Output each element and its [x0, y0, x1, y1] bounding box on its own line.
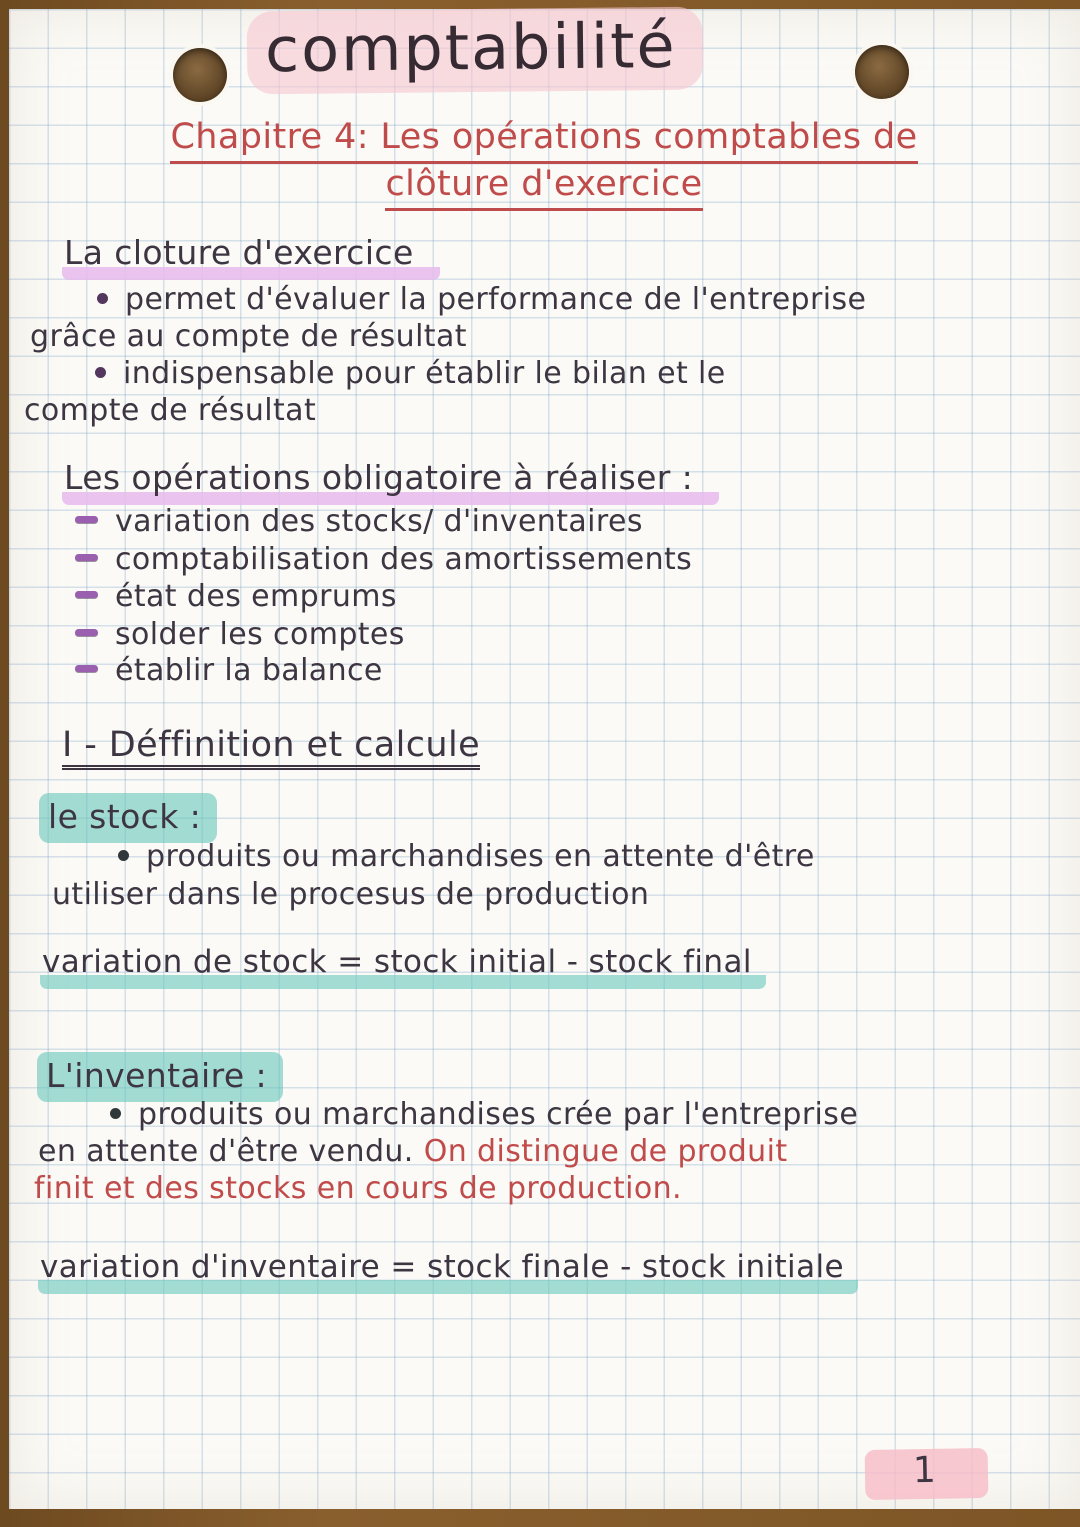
cloture-bullet-2-line-1: indispensable pour établir le bilan et le	[95, 356, 726, 391]
stock-heading: le stock :	[39, 797, 217, 836]
chapter-heading-line2: clôture d'exercice	[39, 164, 1049, 204]
hole-punch-left-icon	[173, 48, 227, 102]
bullet-dot-icon	[118, 850, 129, 861]
cloture-bullet-1-line-2: grâce au compte de résultat	[30, 319, 467, 354]
cloture-bullet-2-line-2: compte de résultat	[24, 393, 317, 428]
stock-bullet-line-2: utiliser dans le procesus de production	[52, 877, 650, 912]
dash-icon	[75, 516, 98, 523]
bullet-dot-icon	[110, 1108, 121, 1119]
stock-formula: variation de stock = stock initial - stock final	[40, 944, 766, 980]
dash-icon	[75, 554, 98, 561]
stock-bullet-line-1: produits ou marchandises en attente d'être	[118, 839, 815, 874]
section-operations-heading: Les opérations obligatoire à réaliser :	[62, 458, 719, 497]
bullet-dot-icon	[95, 367, 106, 378]
dash-icon	[75, 665, 98, 672]
cloture-bullet-1-line-1: permet d'évaluer la performance de l'entreprise	[97, 282, 866, 317]
operations-item: état des emprums	[75, 579, 397, 614]
inventaire-bullet-line-3: finit et des stocks en cours de production.	[34, 1171, 682, 1206]
page-title	[247, 9, 703, 87]
dash-icon	[75, 629, 98, 636]
operations-item: solder les comptes	[75, 617, 405, 652]
operations-item: comptabilisation des amortissements	[75, 542, 692, 577]
inventaire-heading: L'inventaire :	[37, 1056, 283, 1095]
page-title-text: comptabilité	[247, 7, 703, 95]
section-definition-heading: I - Déffinition et calcule	[62, 725, 481, 765]
section-cloture-heading: La cloture d'exercice	[62, 233, 440, 272]
bullet-dot-icon	[97, 293, 108, 304]
hole-punch-right-icon	[855, 45, 909, 99]
inventaire-formula: variation d'inventaire = stock finale - stock initiale	[38, 1249, 858, 1285]
inventaire-bullet-line-2: en attente d'être vendu. On distingue de produit	[38, 1134, 788, 1169]
grid-paper	[9, 9, 1080, 1509]
inventaire-bullet-line-1: produits ou marchandises crée par l'entreprise	[110, 1097, 858, 1132]
operations-item: variation des stocks/ d'inventaires	[75, 504, 643, 539]
chapter-heading-line1: Chapitre 4: Les opérations comptables de	[39, 117, 1049, 157]
operations-item: établir la balance	[75, 653, 383, 688]
page-number: 1	[865, 1448, 989, 1500]
dash-icon	[75, 591, 98, 598]
